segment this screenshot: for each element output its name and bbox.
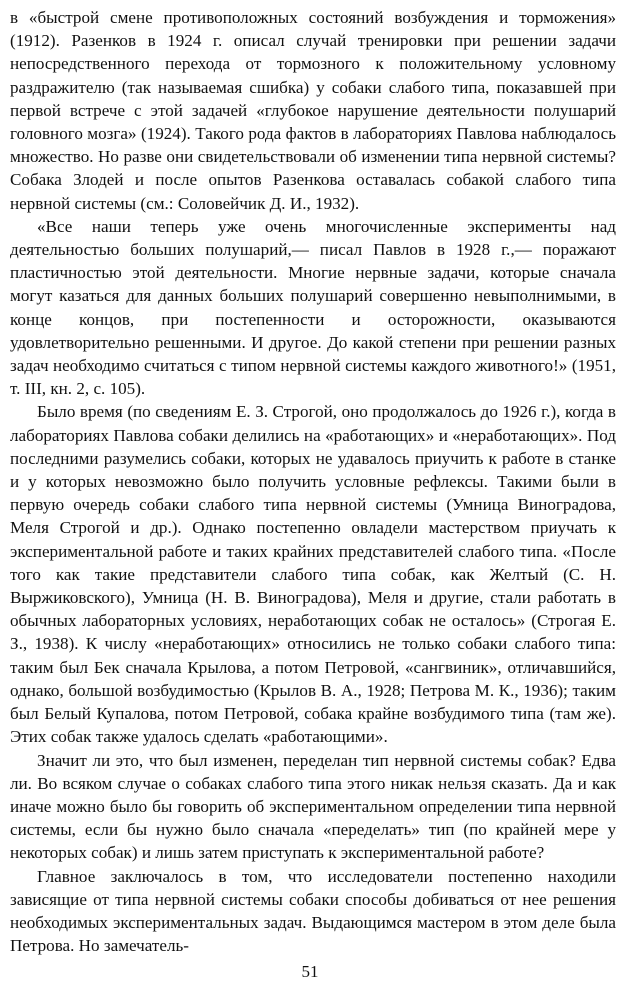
- page-number: 51: [301, 962, 319, 981]
- paragraph-4: Значит ли это, что был изменен, переделан тип нервной системы собак? Едва ли. Во всяком случае о собаках слабого типа этого никак нельзя сказать. Да и как иначе можно было бы говорить об экспериментальном определении типа нервной системы, если бы нужно было сначала «переделать» тип (по крайней мере у некоторых собак) и лишь затем приступать к экспериментальной работе?: [10, 750, 616, 863]
- paragraph-2-pavlov-quote: «Все наши теперь уже очень многочисленные эксперименты над деятельностью больших полушарий,— писал Павлов в 1928 г.,— поражают пластичностью этой деятельности. Многие нервные задачи, которые сначала могут казаться для данных больших полушарий совершенно невыполнимыми, в конце концов, при постепенности и осторожности, оказываются удовлетворительно решенными. И другое. До какой степени при решении разных задач необходимо считаться с типом нервной системы каждого животного!» (1951, т. III, кн. 2, с. 105).: [10, 216, 616, 399]
- book-page-text: [10, 6, 616, 957]
- paragraph-3: Было время (по сведениям Е. З. Строгой, оно продолжалось до 1926 г.), когда в лабораториях Павлова собаки делились на «работающих» и «неработающих». Под последними разумелись собаки, которых не удавалось приучить к работе в станке и у которых невозможно было получить условные рефлексы. Такими были в первую очередь собаки слабого типа нервной системы (Умница Виноградова, Меля Строгой и др.). Однако постепенно овладели мастерством приучать к экспериментальной работе и таких крайних представителей слабого типа. «После того как такие представители слабого типа собак, как Желтый (С. Н. Выржиковского), Умница (Н. В. Виноградова), Меля и другие, стали работать в обычных лабораторных условиях, неработающих собак не осталось» (Строгая Е. З., 1938). К числу «неработающих» относились не только собаки слабого типа: таким был Бек сначала Крылова, а потом Петровой, «сангвиник», отличавшийся, однако, большой возбудимостью (Крылов В. А., 1928; Петрова М. К., 1936); таким был Белый Купалова, потом Петровой, собака крайне возбудимого типа (там же). Этих собак также удалось сделать «работающими».: [10, 402, 616, 747]
- paragraph-1: в «быстрой смене противоположных состояний возбуждения и торможения» (1912). Разенков в 1924 г. описал случай тренировки при решении задачи непосредственного перехода от тормозного к положительному условному раздражителю (так называемая сшибка) у собаки слабого типа, показавшей при первой встрече с этой задачей «глубокое нарушение деятельности полушарий головного мозга» (1924). Такого рода фактов в лабораториях Павлова наблюдалось множество. Но разве они свидетельствовали об изменении типа нервной системы? Собака Злодей и после опытов Разенкова оставалась собакой слабого типа нервной системы (см.: Соловейчик Д. И., 1932).: [10, 8, 616, 213]
- paragraph-5: Главное заключалось в том, что исследователи постепенно находили зависящие от типа нервной системы собаки способы добиваться от нее решения необходимых экспериментальных задач. Выдающимся мастером в этом деле была Петрова. Но замечатель-: [10, 866, 616, 956]
